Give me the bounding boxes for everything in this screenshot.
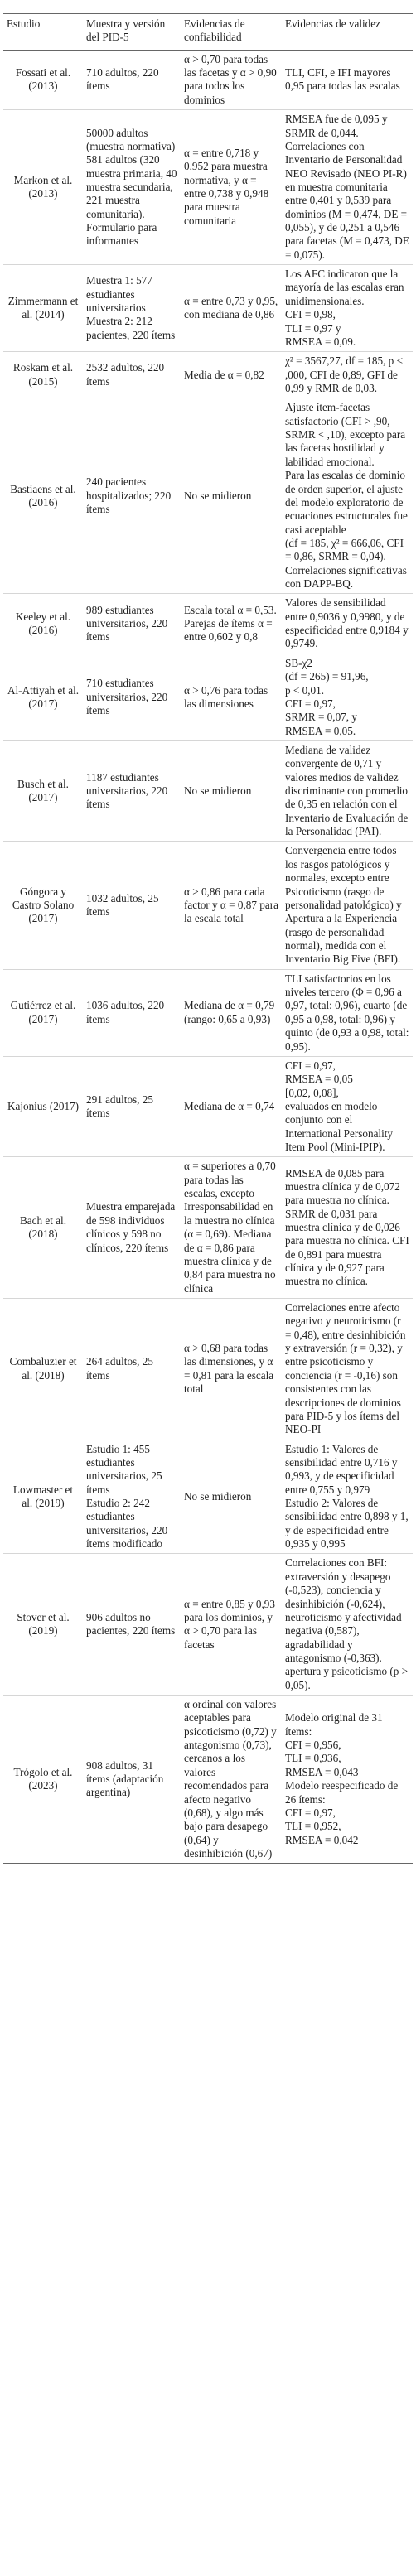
table-header [3, 14, 413, 51]
validity-cell: CFI = 0,97, RMSEA = 0,05 [0,02, 0,08], evaluados en modelo conjunto con el International Personality Item Pool (Mini-IPIP). [285, 1059, 394, 1154]
table-row [3, 1696, 413, 1864]
sample-cell: 2532 adultos, 220 ítems [86, 361, 165, 388]
header-row [3, 14, 413, 51]
validity-cell: TLI satisfactorios en los niveles tercero (Φ = 0,96 a 0,97, total: 0,96), cuarto (de 0,95 a 0,98, total: 0,96) y quinto (de 0,93 a 0,98, total: 0,95). [285, 972, 409, 1053]
reliability-cell: α > 0,76 para todas las dimensiones [184, 683, 268, 710]
study-cell: Bastiaens et al. (2016) [10, 482, 76, 509]
reliability-cell: α > 0,68 para todas las dimensiones, y α = 0,81 para la escala total [184, 1342, 274, 1396]
table-row [3, 1298, 413, 1440]
table-row [3, 740, 413, 842]
sample-cell: 1187 estudiantes universitarios, 220 ítems [86, 770, 168, 811]
reliability-cell: No se midieron [184, 1489, 252, 1503]
reliability-cell: α = entre 0,73 y 0,95, con mediana de 0,86 [184, 294, 278, 321]
validity-cell: Los AFC indicaron que la mayoría de las escalas eran unidimensionales. CFI = 0,98, TLI = 0,97 y RMSEA = 0,09. [285, 268, 404, 348]
sample-cell: 1036 adultos, 220 ítems [86, 999, 165, 1025]
sample-cell: Muestra emparejada de 598 individuos clínicos y 598 no clínicos, 220 ítems [86, 1200, 176, 1254]
header-estudio: Estudio [3, 14, 83, 51]
study-cell: Fossati et al. (2013) [15, 66, 71, 93]
table-row [3, 352, 413, 398]
table-body [3, 50, 413, 1864]
sample-cell: 906 adultos no pacientes, 220 ítems [86, 1610, 176, 1638]
study-cell: Gutiérrez et al. (2017) [10, 999, 76, 1025]
table-row [3, 842, 413, 969]
reliability-cell: Mediana de α = 0,74 [184, 1099, 275, 1112]
validity-cell: TLI, CFI, e IFI mayores 0,95 para todas las escalas [285, 66, 400, 93]
table-row [3, 969, 413, 1056]
study-cell: Combaluzier et al. (2018) [9, 1355, 77, 1382]
validity-cell: Convergencia entre todos los rasgos patológicos y normales, excepto entre Psicoticismo (rasgo de personalidad patológico) y Apertura a la Experiencia (rasgo de personalidad normal), medida con el Inventario Big Five (BFI). [285, 844, 402, 966]
validity-cell: Modelo original de 31 ítems: CFI = 0,956, TLI = 0,936, RMSEA = 0,043 Modelo reespecificado de 26 ítems: CFI = 0,97, TLI = 0,952, RMSEA = 0,042 [285, 1711, 399, 1846]
header-validez: Evidencias de validez [282, 14, 413, 51]
reliability-cell: No se midieron [184, 489, 252, 502]
sample-cell: 291 adultos, 25 ítems [86, 1093, 153, 1120]
table-row [3, 1440, 413, 1554]
study-cell: Lowmaster et al. (2019) [12, 1483, 74, 1510]
reliability-cell: No se midieron [184, 784, 252, 798]
study-cell: Trógolo et al. (2023) [13, 1765, 73, 1792]
study-cell: Stover et al. (2019) [17, 1610, 70, 1638]
study-cell: Góngora y Castro Solano (2017) [12, 885, 75, 925]
reliability-cell: α = superiores a 0,70 para todas las escalas, excepto Irresponsabilidad en la muestra no clínica (α = 0,69). Mediana de α = 0,86 para muestra clínica y de 0,84 para muestra no clínica [184, 1160, 276, 1295]
reliability-cell: Media de α = 0,82 [184, 368, 264, 381]
study-cell: Kajonius (2017) [7, 1099, 80, 1112]
table-row [3, 1056, 413, 1157]
sample-cell: 710 estudiantes universitarios, 220 ítems [86, 677, 168, 717]
study-cell: Keeley et al. (2016) [15, 610, 71, 637]
study-cell: Markon et al. (2013) [13, 173, 73, 200]
reliability-cell: α > 0,86 para cada factor y α = 0,87 para la escala total [184, 885, 278, 925]
validity-cell: RMSEA de 0,085 para muestra clínica y de 0,072 para muestra no clínica. SRMR de 0,031 para muestra clínica y de 0,026 para muestra no clínica. CFI de 0,891 para muestra clínica y de 0,927 para muestra no clínica. [285, 1166, 409, 1288]
validity-cell: Valores de sensibilidad entre 0,9036 y 0,9980, y de especificidad entre 0,9184 y 0,9749. [285, 596, 409, 650]
validity-cell: SB-χ2 (df = 265) = 91,96, p < 0,01. CFI = 0,97, SRMR = 0,07, y RMSEA = 0,05. [285, 656, 369, 737]
sample-cell: 710 adultos, 220 ítems [86, 66, 159, 93]
study-cell: Al-Attiyah et al. (2017) [7, 683, 80, 710]
table-row [3, 1554, 413, 1696]
header-confiabilidad: Evidencias de confiabilidad [181, 14, 282, 51]
reliability-cell: α ordinal con valores aceptables para psicoticismo (0,72) y antagonismo (0,73), cercanos a los valores recomendados para afecto negativo (0,68), y algo más bajo para desapego (0,64) y desinhibición (0,67) [184, 1698, 277, 1860]
study-cell: Zimmermann et al. (2014) [7, 294, 79, 321]
validity-cell: RMSEA fue de 0,095 y SRMR de 0,044. Correlaciones con Inventario de Personalidad NEO Revisado (NEO PI-R) en muestra comunitaria entre 0,401 y 0,539 para dominios (M = 0,474, DE = 0,055), y de 0,251 a 0,546 para facetas (M = 0,473, DE = 0,075). [285, 113, 409, 261]
sample-cell: 240 pacientes hospitalizados; 220 ítems [86, 475, 172, 516]
sample-cell: 264 adultos, 25 ítems [86, 1355, 153, 1382]
reliability-cell: Escala total α = 0,53. Parejas de ítems α = entre 0,602 y 0,8 [184, 603, 277, 644]
sample-cell: 50000 adultos (muestra normativa) 581 adultos (320 muestra primaria, 40 muestra secundaria, 221 muestra comunitaria). Formulario para informantes [86, 126, 177, 248]
validity-cell: Mediana de validez convergente de 0,71 y valores medios de validez discriminante con promedio de 0,35 en relación con el Inventario de Evaluación de la Personalidad (PAI). [285, 743, 409, 838]
sample-cell: Muestra 1: 577 estudiantes universitarios Muestra 2: 212 pacientes, 220 ítems [86, 274, 176, 341]
sample-cell: Estudio 1: 455 estudiantes universitarios, 25 ítems Estudio 2: 242 estudiantes universitarios, 220 ítems modificado [86, 1442, 168, 1551]
reliability-cell: α > 0,70 para todas las facetas y α > 0,90 para todos los dominios [184, 52, 277, 106]
study-cell: Busch et al. (2017) [17, 777, 69, 804]
reliability-cell: α = entre 0,85 y 0,93 para los dominios, y α > 0,70 para las facetas [184, 1597, 275, 1651]
validity-cell: χ² = 3567,27, df = 185, p < ,000, CFI de 0,89, GFI de 0,99 y RMR de 0,03. [285, 355, 404, 394]
reliability-cell: Mediana de α = 0,79 (rango: 0,65 a 0,93) [184, 999, 275, 1025]
table-row [3, 110, 413, 265]
table-row [3, 50, 413, 109]
sample-cell: 989 estudiantes universitarios, 220 ítems [86, 603, 168, 644]
validity-cell: Estudio 1: Valores de sensibilidad entre 0,716 y 0,993, y de especificidad entre 0,755 y 0,979 Estudio 2: Valores de sensibilidad entre 0,898 y 1, y de especificidad entre 0,935 y 0,995 [285, 1442, 409, 1551]
table-row [3, 1157, 413, 1299]
study-cell: Roskam et al. (2015) [12, 361, 74, 388]
table-row [3, 265, 413, 352]
validity-cell: Ajuste ítem-facetas satisfactorio (CFI > ,90, SRMR < ,10), excepto para las facetas hostilidad y labilidad emocional. Para las escalas de dominio de orden superior, el ajuste del modelo exploratorio de ecuaciones estructurales fue casi aceptable (df = 185, χ² = 666,06, CFI = 0,86, SRMR = 0,04). Correlaciones significativas con DAPP-BQ. [285, 401, 408, 591]
validity-cell: Correlaciones entre afecto negativo y neuroticismo (r = 0,48), entre desinhibición y extraversión (r = 0,32), y entre psicoticismo y conciencia (r = -0,16) son consistentes con las descripciones de dominios para PID-5 y los ítems del NEO-PI [285, 1300, 406, 1436]
validity-cell: Correlaciones con BFI: extraversión y desapego (-0,523), conciencia y desinhibición (-0,624), neuroticismo y afectividad negativa (0,587), agradabilidad y antagonismo (-0,363). apertura y psicoticismo (p > 0,05). [285, 1556, 409, 1691]
sample-cell: 1032 adultos, 25 ítems [86, 891, 159, 919]
study-cell: Bach et al. (2018) [19, 1213, 67, 1241]
table-row [3, 594, 413, 654]
studies-table [3, 13, 413, 1864]
table-row [3, 654, 413, 740]
header-muestra: Muestra y versión del PID-5 [83, 14, 181, 51]
table-row [3, 398, 413, 594]
sample-cell: 908 adultos, 31 ítems (adaptación argentina) [86, 1758, 164, 1799]
reliability-cell: α = entre 0,718 y 0,952 para muestra normativa, y α = entre 0,738 y 0,948 para muestra comunitaria [184, 147, 269, 227]
